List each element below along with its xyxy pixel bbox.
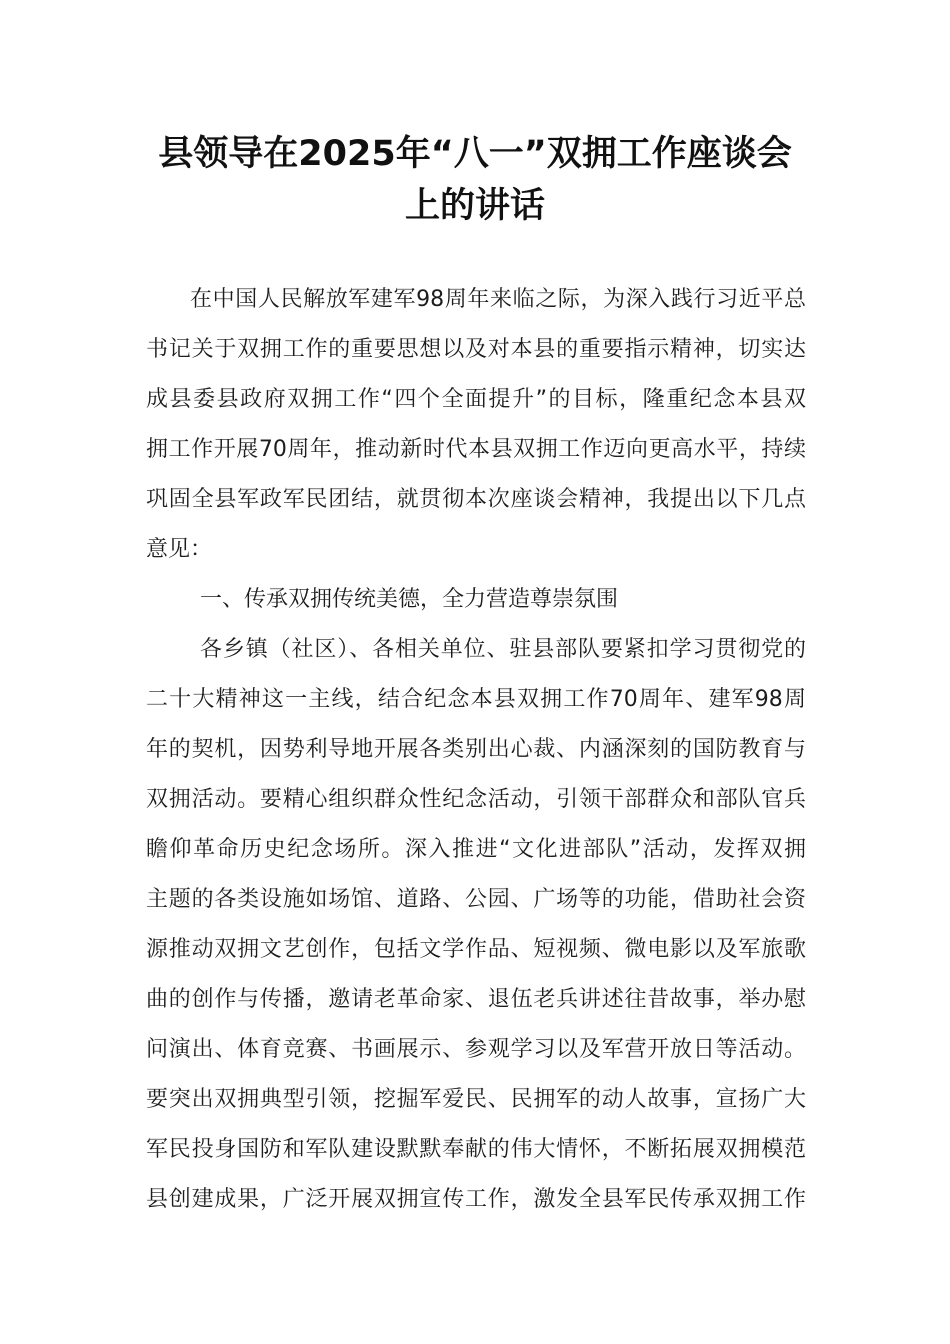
paragraph-line: 各乡镇（社区）、各相关单位、驻县部队要紧扣学习贯彻党的 <box>200 637 806 662</box>
paragraph-line: 主题的各类设施如场馆、道路、公园、广场等的功能，借助社会资 <box>146 887 806 912</box>
paragraph-line: 要突出双拥典型引领，挖掘军爱民、民拥军的动人故事，宣扬广大 <box>146 1087 806 1112</box>
paragraph-line: 源推动双拥文艺创作，包括文学作品、短视频、微电影以及军旅歌 <box>146 937 806 962</box>
section-heading-1: 一、传承双拥传统美德，全力营造尊崇氛围 <box>200 587 619 612</box>
paragraph-line: 问演出、体育竞赛、书画展示、参观学习以及军营开放日等活动。 <box>146 1037 806 1062</box>
paragraph-line: 拥工作开展70周年，推动新时代本县双拥工作迈向更高水平，持续 <box>146 437 806 462</box>
paragraph-line: 二十大精神这一主线，结合纪念本县双拥工作70周年、建军98周 <box>146 687 806 712</box>
paragraph-line: 曲的创作与传播，邀请老革命家、退伍老兵讲述往昔故事，举办慰 <box>146 987 806 1012</box>
paragraph-line: 书记关于双拥工作的重要思想以及对本县的重要指示精神，切实达 <box>146 337 806 362</box>
paragraph-line: 在中国人民解放军建军98周年来临之际，为深入践行习近平总 <box>190 287 806 312</box>
paragraph-line: 意见： <box>146 537 213 562</box>
paragraph-line: 双拥活动。要精心组织群众性纪念活动，引领干部群众和部队官兵 <box>146 787 806 812</box>
document-title-line-2: 上的讲话 <box>404 186 545 226</box>
document-title-line-1: 县领导在2025年“八一”双拥工作座谈会 <box>158 134 792 174</box>
paragraph-line: 巩固全县军政军民团结，就贯彻本次座谈会精神，我提出以下几点 <box>146 487 806 512</box>
paragraph-line: 年的契机，因势利导地开展各类别出心裁、内涵深刻的国防教育与 <box>146 737 806 762</box>
paragraph-line: 县创建成果，广泛开展双拥宣传工作，激发全县军民传承双拥工作 <box>146 1187 806 1212</box>
paragraph-line: 军民投身国防和军队建设默默奉献的伟大情怀，不断拓展双拥模范 <box>146 1137 806 1162</box>
paragraph-line: 成县委县政府双拥工作“四个全面提升”的目标，隆重纪念本县双 <box>146 387 806 412</box>
paragraph-line: 瞻仰革命历史纪念场所。深入推进“文化进部队”活动，发挥双拥 <box>146 837 806 862</box>
